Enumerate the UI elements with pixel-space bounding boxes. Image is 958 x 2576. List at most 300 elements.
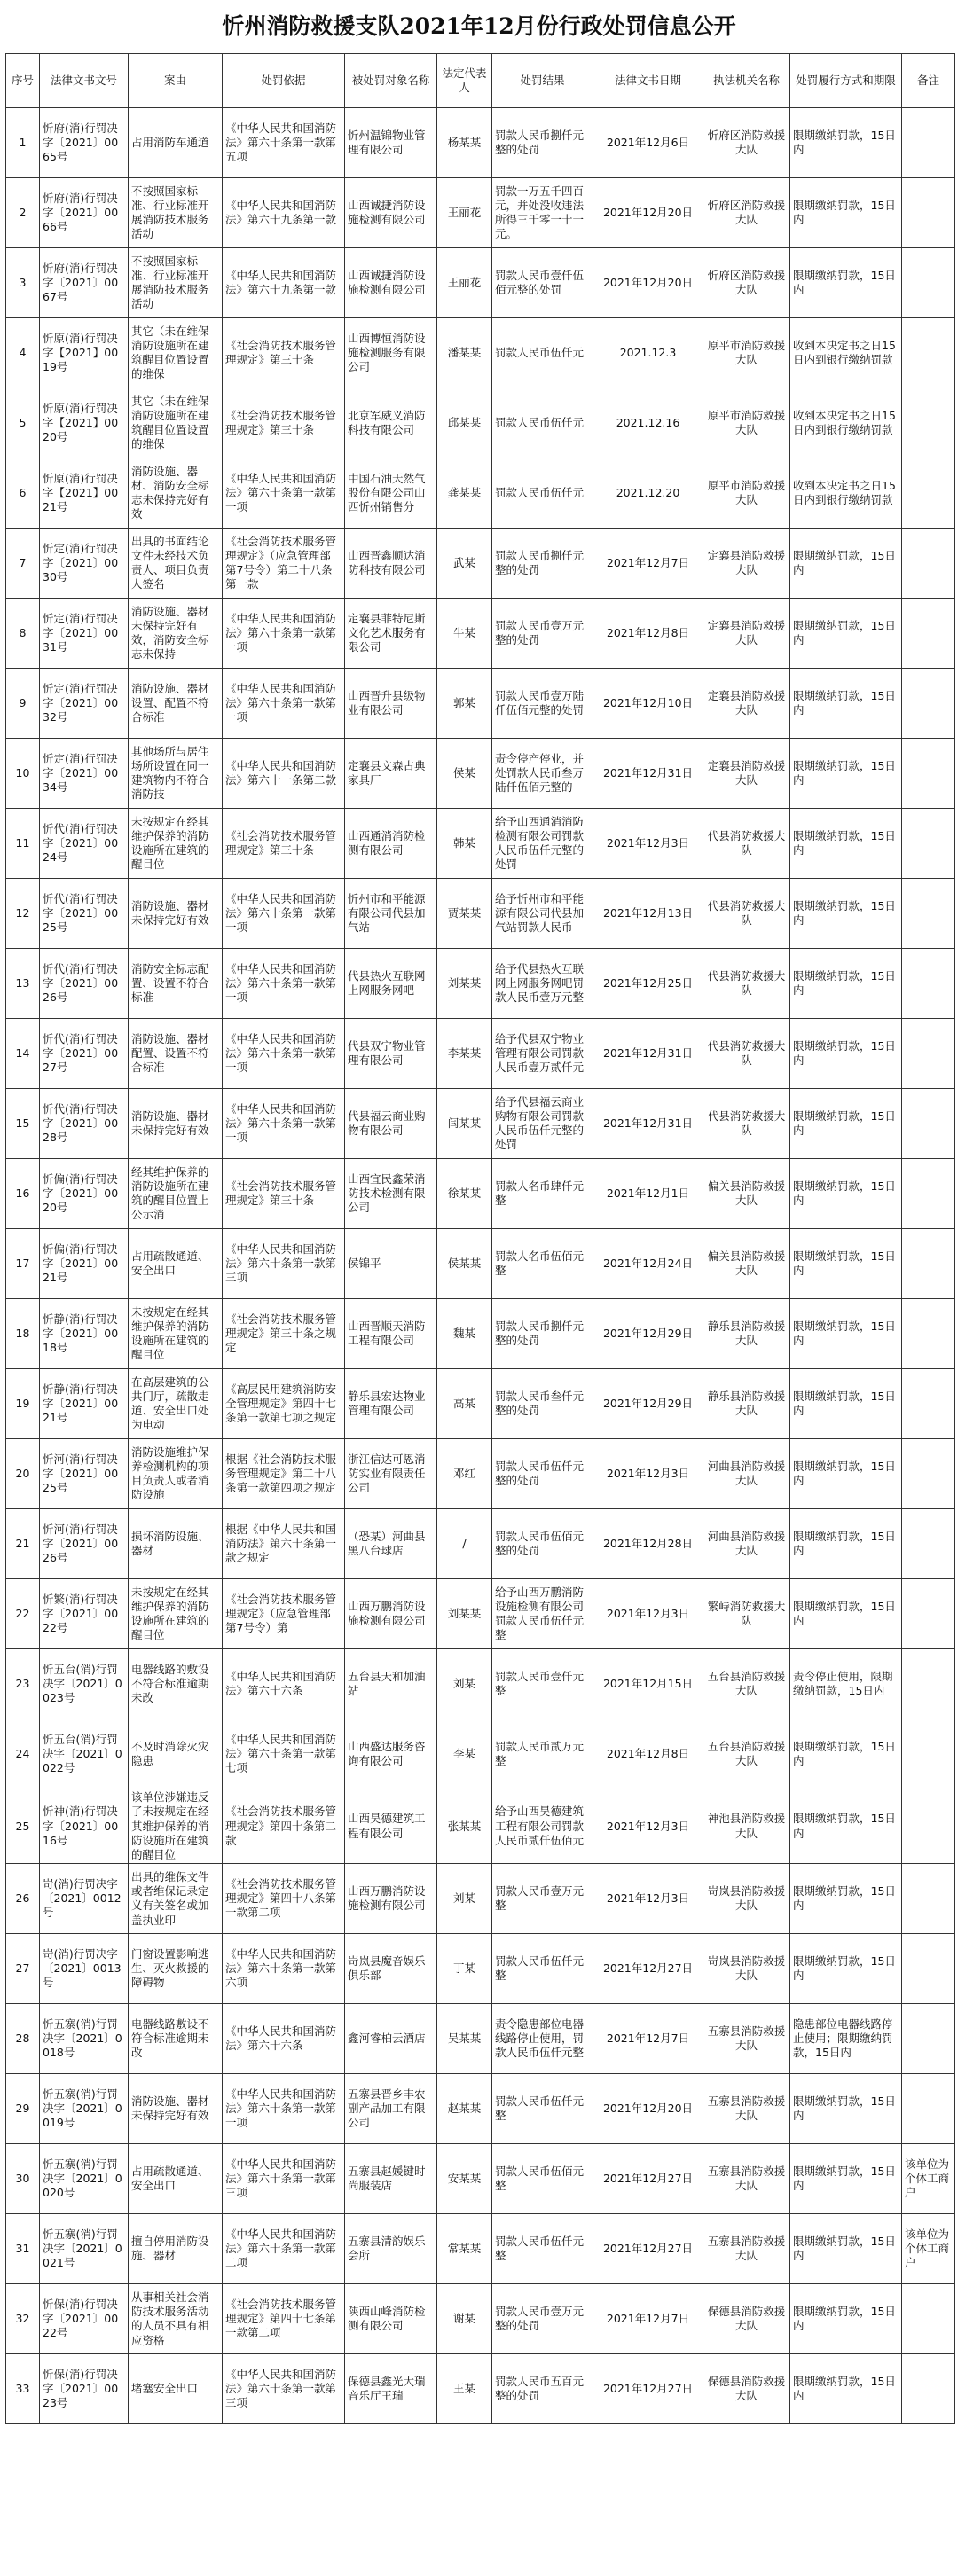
cell-remarks [902, 2004, 955, 2074]
cell-method: 收到本决定书之日15日内到银行缴纳罚款 [790, 388, 902, 458]
cell-agency: 偏关县消防救援大队 [703, 1229, 790, 1299]
cell-cause: 堵塞安全出口 [129, 2354, 223, 2424]
cell-basis: 《中华人民共和国消防法》第六十条第一款第一项 [223, 949, 345, 1019]
cell-index: 1 [6, 108, 40, 178]
cell-remarks [902, 1864, 955, 1934]
cell-basis: 《社会消防技术服务管理规定》第四十七条第一款第二项 [223, 2284, 345, 2354]
cell-basis: 《中华人民共和国消防法》第六十条第一款第三项 [223, 2144, 345, 2214]
cell-legal-rep: 刘某某 [437, 949, 492, 1019]
cell-legal-rep: 赵某某 [437, 2074, 492, 2144]
cell-date: 2021年12月29日 [593, 1299, 703, 1369]
cell-result: 罚款人民币伍佰元整 [492, 2144, 593, 2214]
cell-agency: 原平市消防救援大队 [703, 388, 790, 458]
cell-index: 18 [6, 1299, 40, 1369]
cell-remarks [902, 388, 955, 458]
cell-result: 罚款人民币五百元整的处罚 [492, 2354, 593, 2424]
cell-date: 2021年12月24日 [593, 1229, 703, 1299]
cell-cause: 不及时消除火灾隐患 [129, 1719, 223, 1789]
cell-method: 限期缴纳罚款，15日内 [790, 2354, 902, 2424]
cell-index: 28 [6, 2004, 40, 2074]
page-title: 忻州消防救援支队2021年12月份行政处罚信息公开 [222, 13, 736, 39]
cell-agency: 河曲县消防救援大队 [703, 1509, 790, 1579]
cell-index: 8 [6, 599, 40, 669]
cell-party: 中国石油天然气股份有限公司山西忻州销售分 [345, 458, 437, 529]
cell-index: 3 [6, 248, 40, 318]
cell-remarks [902, 2354, 955, 2424]
table-row [6, 178, 955, 248]
cell-doc-number: 忻代(消)行罚决字〔2021〕0026号 [40, 949, 129, 1019]
cell-cause: 从事相关社会消防技术服务活动的人员不具有相应资格 [129, 2284, 223, 2354]
cell-remarks [902, 1719, 955, 1789]
cell-legal-rep: 李某 [437, 1719, 492, 1789]
cell-method: 限期缴纳罚款，15日内 [790, 1439, 902, 1509]
cell-cause: 占用疏散通道、安全出口 [129, 1229, 223, 1299]
cell-doc-number: 岢(消)行罚决字〔2021〕0013号 [40, 1934, 129, 2004]
cell-agency: 保德县消防救援大队 [703, 2284, 790, 2354]
cell-cause: 消防安全标志配置、设置不符合标准 [129, 949, 223, 1019]
cell-date: 2021年12月27日 [593, 2354, 703, 2424]
cell-result: 给予代县福云商业购物有限公司罚款人民币伍仟元整的处罚 [492, 1089, 593, 1159]
cell-result: 给予忻州市和平能源有限公司代县加气站罚款人民币 [492, 879, 593, 949]
cell-cause: 消防设施、器材设置、配置不符合标准 [129, 669, 223, 739]
cell-result: 罚款人民币壹万元整 [492, 1864, 593, 1934]
cell-party: 陕西山峰消防检测有限公司 [345, 2284, 437, 2354]
cell-agency: 五寨县消防救援大队 [703, 2074, 790, 2144]
cell-method: 限期缴纳罚款，15日内 [790, 809, 902, 879]
header-date: 法律文书日期 [593, 54, 703, 108]
cell-result: 罚款人民币伍佰元整的处罚 [492, 1509, 593, 1579]
cell-date: 2021年12月3日 [593, 1579, 703, 1649]
cell-date: 2021年12月20日 [593, 178, 703, 248]
cell-agency: 岢岚县消防救援大队 [703, 1934, 790, 2004]
cell-remarks [902, 1159, 955, 1229]
cell-result: 罚款人民币伍仟元整的处罚 [492, 1439, 593, 1509]
cell-agency: 五寨县消防救援大队 [703, 2004, 790, 2074]
cell-doc-number: 忻五寨(消)行罚决字〔2021〕0021号 [40, 2214, 129, 2284]
cell-doc-number: 忻代(消)行罚决字〔2021〕0028号 [40, 1089, 129, 1159]
header-row [6, 54, 955, 108]
cell-basis: 《中华人民共和国消防法》第六十一条第二款 [223, 739, 345, 809]
cell-doc-number: 忻繁(消)行罚决字〔2021〕0022号 [40, 1579, 129, 1649]
cell-remarks [902, 1299, 955, 1369]
cell-result: 罚款人民币叁仟元整的处罚 [492, 1369, 593, 1439]
cell-index: 9 [6, 669, 40, 739]
table-row [6, 1649, 955, 1719]
cell-index: 27 [6, 1934, 40, 2004]
cell-basis: 《中华人民共和国消防法》第六十条第一款第一项 [223, 2074, 345, 2144]
cell-remarks [902, 108, 955, 178]
header-index: 序号 [6, 54, 40, 108]
cell-legal-rep: 韩某 [437, 809, 492, 879]
cell-method: 限期缴纳罚款，15日内 [790, 1159, 902, 1229]
cell-agency: 代县消防救援大队 [703, 1019, 790, 1089]
cell-doc-number: 忻五台(消)行罚决字〔2021〕0023号 [40, 1649, 129, 1719]
cell-method: 限期缴纳罚款，15日内 [790, 529, 902, 599]
header-remarks: 备注 [902, 54, 955, 108]
cell-date: 2021.12.3 [593, 318, 703, 388]
cell-doc-number: 忻原(消)行罚决字【2021】0021号 [40, 458, 129, 529]
header-basis: 处罚依据 [223, 54, 345, 108]
cell-party: 代县热火互联网上网服务网吧 [345, 949, 437, 1019]
cell-index: 17 [6, 1229, 40, 1299]
cell-method: 限期缴纳罚款，15日内 [790, 2144, 902, 2214]
cell-method: 责令停止使用，限期缴纳罚款，15日内 [790, 1649, 902, 1719]
cell-index: 7 [6, 529, 40, 599]
cell-basis: 《社会消防技术服务管理规定》第三十条 [223, 809, 345, 879]
cell-result: 罚款人民币壹万陆仟伍佰元整的处罚 [492, 669, 593, 739]
cell-method: 限期缴纳罚款，15日内 [790, 2074, 902, 2144]
cell-legal-rep: 常某某 [437, 2214, 492, 2284]
cell-legal-rep: 丁某 [437, 1934, 492, 2004]
cell-party: 忻州市和平能源有限公司代县加气站 [345, 879, 437, 949]
cell-method: 限期缴纳罚款，15日内 [790, 1719, 902, 1789]
cell-agency: 神池县消防救援大队 [703, 1789, 790, 1864]
cell-legal-rep: 安某某 [437, 2144, 492, 2214]
cell-date: 2021年12月13日 [593, 879, 703, 949]
cell-cause: 在高层建筑的公共门厅，疏散走道、安全出口处为电动 [129, 1369, 223, 1439]
cell-doc-number: 忻原(消)行罚决字【2021】0019号 [40, 318, 129, 388]
table-row [6, 879, 955, 949]
cell-cause: 电器线路的敷设不符合标准逾期未改 [129, 1649, 223, 1719]
cell-result: 罚款人民币贰万元整 [492, 1719, 593, 1789]
cell-cause: 消防设施、器材、消防安全标志未保持完好有效 [129, 458, 223, 529]
cell-cause: 未按规定在经其维护保养的消防设施所在建筑的醒目位 [129, 1299, 223, 1369]
cell-method: 限期缴纳罚款，15日内 [790, 1579, 902, 1649]
cell-result: 给予山西万鹏消防设施检测有限公司罚款人民币伍仟元整 [492, 1579, 593, 1649]
cell-method: 限期缴纳罚款，15日内 [790, 108, 902, 178]
cell-agency: 原平市消防救援大队 [703, 458, 790, 529]
cell-agency: 定襄县消防救援大队 [703, 599, 790, 669]
cell-doc-number: 忻原(消)行罚决字【2021】0020号 [40, 388, 129, 458]
table-row [6, 458, 955, 529]
cell-legal-rep: 武某 [437, 529, 492, 599]
cell-method: 限期缴纳罚款，15日内 [790, 669, 902, 739]
cell-cause: 消防设施、器材配置、设置不符合标准 [129, 1019, 223, 1089]
cell-doc-number: 忻定(消)行罚决字〔2021〕0030号 [40, 529, 129, 599]
cell-date: 2021年12月10日 [593, 669, 703, 739]
cell-date: 2021年12月27日 [593, 2144, 703, 2214]
cell-index: 19 [6, 1369, 40, 1439]
cell-party: 北京军威义消防科技有限公司 [345, 388, 437, 458]
cell-cause: 电器线路敷设不符合标准逾期未改 [129, 2004, 223, 2074]
cell-party: 浙江信达可恩消防实业有限责任公司 [345, 1439, 437, 1509]
cell-doc-number: 忻府(消)行罚决字〔2021〕0067号 [40, 248, 129, 318]
cell-result: 罚款人民币伍仟元整 [492, 2074, 593, 2144]
cell-remarks [902, 1509, 955, 1579]
cell-remarks [902, 1649, 955, 1719]
header-method: 处罚履行方式和期限 [790, 54, 902, 108]
cell-remarks [902, 1789, 955, 1864]
cell-index: 22 [6, 1579, 40, 1649]
cell-doc-number: 忻五寨(消)行罚决字〔2021〕0019号 [40, 2074, 129, 2144]
table-row [6, 739, 955, 809]
cell-remarks [902, 458, 955, 529]
cell-remarks [902, 248, 955, 318]
cell-date: 2021年12月31日 [593, 1089, 703, 1159]
table-row [6, 2144, 955, 2214]
cell-result: 罚款人民币捌仟元整的处罚 [492, 529, 593, 599]
cell-method: 限期缴纳罚款，15日内 [790, 739, 902, 809]
cell-doc-number: 忻定(消)行罚决字〔2021〕0031号 [40, 599, 129, 669]
cell-date: 2021年12月27日 [593, 2214, 703, 2284]
cell-basis: 《社会消防技术服务管理规定》第三十条之规定 [223, 1299, 345, 1369]
cell-agency: 保德县消防救援大队 [703, 2354, 790, 2424]
cell-legal-rep: 侯某 [437, 739, 492, 809]
cell-party: 山西盛达服务咨询有限公司 [345, 1719, 437, 1789]
cell-date: 2021年12月27日 [593, 1934, 703, 2004]
table-row [6, 809, 955, 879]
cell-result: 罚款人民币壹仟元整 [492, 1649, 593, 1719]
cell-party: 五寨县清韵娱乐会所 [345, 2214, 437, 2284]
cell-result: 罚款人民币伍仟元整 [492, 2214, 593, 2284]
cell-party: 定襄县文森古典家具厂 [345, 739, 437, 809]
cell-legal-rep: 邓红 [437, 1439, 492, 1509]
cell-result: 罚款人民币壹仟伍佰元整的处罚 [492, 248, 593, 318]
cell-party: 山西诚捷消防设施检测有限公司 [345, 178, 437, 248]
table-row [6, 2354, 955, 2424]
cell-remarks [902, 809, 955, 879]
cell-cause: 其他场所与居住场所设置在同一建筑物内不符合消防技 [129, 739, 223, 809]
cell-index: 5 [6, 388, 40, 458]
cell-agency: 繁峙消防救援大队 [703, 1579, 790, 1649]
cell-agency: 代县消防救援大队 [703, 809, 790, 879]
table-row [6, 1934, 955, 2004]
cell-cause: 未按规定在经其维护保养的消防设施所在建筑的醒目位 [129, 809, 223, 879]
cell-basis: 《中华人民共和国消防法》第六十条第一款第三项 [223, 1229, 345, 1299]
cell-legal-rep: 郭某 [437, 669, 492, 739]
cell-method: 限期缴纳罚款，15日内 [790, 178, 902, 248]
cell-remarks [902, 879, 955, 949]
cell-party: 山西通消消防检测有限公司 [345, 809, 437, 879]
cell-doc-number: 忻保(消)行罚决字〔2021〕0022号 [40, 2284, 129, 2354]
cell-remarks [902, 1934, 955, 2004]
cell-cause: 消防设施、器材未保持完好有效 [129, 1089, 223, 1159]
cell-remarks [902, 2074, 955, 2144]
penalty-table [5, 53, 955, 2424]
table-row [6, 1159, 955, 1229]
cell-index: 23 [6, 1649, 40, 1719]
cell-basis: 《中华人民共和国消防法》第六十九条第一款 [223, 178, 345, 248]
cell-result: 给予代县热火互联网上网服务网吧罚款人民币壹万元整 [492, 949, 593, 1019]
cell-remarks [902, 1019, 955, 1089]
cell-result: 罚款一万五千四百元，并处没收违法所得三千零一十一元。 [492, 178, 593, 248]
cell-party: 五寨县晋乡丰农副产品加工有限公司 [345, 2074, 437, 2144]
cell-legal-rep: 潘某某 [437, 318, 492, 388]
cell-agency: 五寨县消防救援大队 [703, 2214, 790, 2284]
cell-cause: 消防设施、器材未保持完好有效 [129, 879, 223, 949]
table-row [6, 1439, 955, 1509]
table-row [6, 248, 955, 318]
cell-agency: 原平市消防救援大队 [703, 318, 790, 388]
cell-legal-rep: 牛某 [437, 599, 492, 669]
cell-basis: 《中华人民共和国消防法》第六十条第一款第一项 [223, 458, 345, 529]
cell-doc-number: 忻静(消)行罚决字〔2021〕0018号 [40, 1299, 129, 1369]
cell-remarks [902, 599, 955, 669]
cell-party: 山西昊德建筑工程有限公司 [345, 1789, 437, 1864]
cell-method: 限期缴纳罚款，15日内 [790, 1789, 902, 1864]
cell-cause: 消防设施、器材未保持完好有效 [129, 2074, 223, 2144]
cell-remarks: 该单位为个体工商户 [902, 2214, 955, 2284]
cell-cause: 其它（未在维保消防设施所在建筑醒目位置设置的维保 [129, 388, 223, 458]
cell-index: 2 [6, 178, 40, 248]
cell-date: 2021年12月31日 [593, 739, 703, 809]
cell-party: 山西晋顺天消防工程有限公司 [345, 1299, 437, 1369]
cell-legal-rep: 刘某某 [437, 1579, 492, 1649]
cell-party: 山西宜民鑫荣消防技术检测有限公司 [345, 1159, 437, 1229]
table-row [6, 1789, 955, 1864]
cell-method: 限期缴纳罚款，15日内 [790, 1019, 902, 1089]
cell-doc-number: 忻偏(消)行罚决字〔2021〕0021号 [40, 1229, 129, 1299]
header-doc-number: 法律文书文号 [40, 54, 129, 108]
cell-legal-rep: 侯某某 [437, 1229, 492, 1299]
cell-date: 2021年12月20日 [593, 2074, 703, 2144]
header-cause: 案由 [129, 54, 223, 108]
cell-index: 15 [6, 1089, 40, 1159]
cell-remarks [902, 1579, 955, 1649]
cell-doc-number: 忻保(消)行罚决字〔2021〕0023号 [40, 2354, 129, 2424]
cell-basis: 根据《社会消防技术服务管理规定》第二十八条第一款第四项之规定 [223, 1439, 345, 1509]
cell-method: 收到本决定书之日15日内到银行缴纳罚款 [790, 458, 902, 529]
header-agency: 执法机关名称 [703, 54, 790, 108]
cell-result: 责令隐患部位电器线路停止使用，罚款人民币伍仟元整 [492, 2004, 593, 2074]
cell-doc-number: 忻代(消)行罚决字〔2021〕0027号 [40, 1019, 129, 1089]
cell-agency: 五寨县消防救援大队 [703, 2144, 790, 2214]
cell-party: 静乐县宏达物业管理有限公司 [345, 1369, 437, 1439]
cell-index: 10 [6, 739, 40, 809]
cell-index: 32 [6, 2284, 40, 2354]
cell-basis: 《中华人民共和国消防法》第六十条第一款第一项 [223, 1089, 345, 1159]
table-row [6, 108, 955, 178]
cell-cause: 占用疏散通道、安全出口 [129, 2144, 223, 2214]
table-row [6, 318, 955, 388]
cell-date: 2021年12月7日 [593, 2004, 703, 2074]
cell-date: 2021年12月6日 [593, 108, 703, 178]
cell-basis: 《社会消防技术服务管理规定》第三十条 [223, 318, 345, 388]
cell-agency: 五台县消防救援大队 [703, 1719, 790, 1789]
cell-agency: 代县消防救援大队 [703, 879, 790, 949]
cell-result: 给予山西通消消防检测有限公司罚款人民币伍仟元整的处罚 [492, 809, 593, 879]
cell-result: 给予山西昊德建筑工程有限公司罚款人民币贰仟伍佰元 [492, 1789, 593, 1864]
cell-basis: 《中华人民共和国消防法》第六十条第一款第一项 [223, 599, 345, 669]
cell-party: 侯锦平 [345, 1229, 437, 1299]
cell-legal-rep: 刘某 [437, 1864, 492, 1934]
cell-doc-number: 忻偏(消)行罚决字〔2021〕0020号 [40, 1159, 129, 1229]
cell-date: 2021年12月28日 [593, 1509, 703, 1579]
cell-basis: 《社会消防技术服务管理规定》第四十八条第一款第二项 [223, 1864, 345, 1934]
cell-legal-rep: 龚某某 [437, 458, 492, 529]
table-row [6, 669, 955, 739]
cell-result: 罚款人民币捌仟元整的处罚 [492, 108, 593, 178]
cell-doc-number: 忻府(消)行罚决字〔2021〕0066号 [40, 178, 129, 248]
cell-legal-rep: 李某某 [437, 1019, 492, 1089]
cell-basis: 《社会消防技术服务管理规定》第三十条 [223, 1159, 345, 1229]
table-row [6, 1229, 955, 1299]
cell-index: 33 [6, 2354, 40, 2424]
table-row [6, 1089, 955, 1159]
cell-doc-number: 忻府(消)行罚决字〔2021〕0065号 [40, 108, 129, 178]
table-row [6, 2074, 955, 2144]
cell-doc-number: 忻五台(消)行罚决字〔2021〕0022号 [40, 1719, 129, 1789]
cell-cause: 不按照国家标准、行业标准开展消防技术服务活动 [129, 178, 223, 248]
cell-index: 21 [6, 1509, 40, 1579]
cell-remarks [902, 1229, 955, 1299]
cell-agency: 静乐县消防救援大队 [703, 1299, 790, 1369]
cell-result: 罚款人民币捌仟元整的处罚 [492, 1299, 593, 1369]
cell-legal-rep: 闫某某 [437, 1089, 492, 1159]
cell-party: 山西万鹏消防设施检测有限公司 [345, 1864, 437, 1934]
cell-date: 2021.12.20 [593, 458, 703, 529]
cell-method: 限期缴纳罚款，15日内 [790, 949, 902, 1019]
cell-index: 26 [6, 1864, 40, 1934]
cell-method: 限期缴纳罚款，15日内 [790, 1864, 902, 1934]
cell-party: 山西诚捷消防设施检测有限公司 [345, 248, 437, 318]
cell-doc-number: 忻河(消)行罚决字〔2021〕0026号 [40, 1509, 129, 1579]
cell-agency: 定襄县消防救援大队 [703, 529, 790, 599]
cell-index: 6 [6, 458, 40, 529]
cell-cause: 损坏消防设施、器材 [129, 1509, 223, 1579]
cell-party: 山西晋鑫顺达消防科技有限公司 [345, 529, 437, 599]
cell-date: 2021年12月3日 [593, 809, 703, 879]
cell-result: 给予代县双宁物业管理有限公司罚款人民币壹万贰仟元 [492, 1019, 593, 1089]
cell-remarks [902, 669, 955, 739]
cell-agency: 偏关县消防救援大队 [703, 1159, 790, 1229]
table-row [6, 2214, 955, 2284]
cell-agency: 定襄县消防救援大队 [703, 739, 790, 809]
cell-cause: 未按规定在经其维护保养的消防设施所在建筑的醒目位 [129, 1579, 223, 1649]
cell-cause: 不按照国家标准、行业标准开展消防技术服务活动 [129, 248, 223, 318]
cell-result: 罚款人民币伍仟元 [492, 388, 593, 458]
cell-cause: 门窗设置影响逃生、灭火救援的障碍物 [129, 1934, 223, 2004]
cell-index: 13 [6, 949, 40, 1019]
cell-result: 罚款人名币肆仟元整 [492, 1159, 593, 1229]
cell-date: 2021年12月3日 [593, 1789, 703, 1864]
cell-remarks [902, 739, 955, 809]
cell-agency: 五台县消防救援大队 [703, 1649, 790, 1719]
cell-method: 限期缴纳罚款，15日内 [790, 879, 902, 949]
cell-date: 2021.12.16 [593, 388, 703, 458]
cell-party: 代县双宁物业管理有限公司 [345, 1019, 437, 1089]
cell-doc-number: 忻定(消)行罚决字〔2021〕0032号 [40, 669, 129, 739]
table-row [6, 1579, 955, 1649]
cell-agency: 忻府区消防救援大队 [703, 108, 790, 178]
cell-result: 罚款人民币伍仟元 [492, 458, 593, 529]
cell-basis: 《中华人民共和国消防法》第六十条第一款第七项 [223, 1719, 345, 1789]
cell-basis: 《社会消防技术服务管理规定》第三十条 [223, 388, 345, 458]
cell-party: 定襄县菲特尼斯文化艺术服务有限公司 [345, 599, 437, 669]
cell-method: 限期缴纳罚款，15日内 [790, 599, 902, 669]
cell-doc-number: 忻代(消)行罚决字〔2021〕0024号 [40, 809, 129, 879]
cell-method: 限期缴纳罚款，15日内 [790, 2214, 902, 2284]
cell-date: 2021年12月29日 [593, 1369, 703, 1439]
table-row [6, 2004, 955, 2074]
table-row [6, 529, 955, 599]
cell-legal-rep: 王某 [437, 2354, 492, 2424]
cell-index: 12 [6, 879, 40, 949]
cell-index: 16 [6, 1159, 40, 1229]
table-row [6, 1369, 955, 1439]
cell-agency: 岢岚县消防救援大队 [703, 1864, 790, 1934]
cell-party: 五台县天和加油站 [345, 1649, 437, 1719]
cell-party: 保德县鑫光大瑞音乐厅王瑞 [345, 2354, 437, 2424]
cell-remarks [902, 1089, 955, 1159]
cell-legal-rep: 杨某某 [437, 108, 492, 178]
cell-doc-number: 忻五寨(消)行罚决字〔2021〕0020号 [40, 2144, 129, 2214]
cell-cause: 擅自停用消防设施、器材 [129, 2214, 223, 2284]
cell-basis: 根据《中华人民共和国消防法》第六十条第一款之规定 [223, 1509, 345, 1579]
cell-doc-number: 岢(消)行罚决字〔2021〕0012号 [40, 1864, 129, 1934]
cell-legal-rep: 贾某某 [437, 879, 492, 949]
table-row [6, 2284, 955, 2354]
